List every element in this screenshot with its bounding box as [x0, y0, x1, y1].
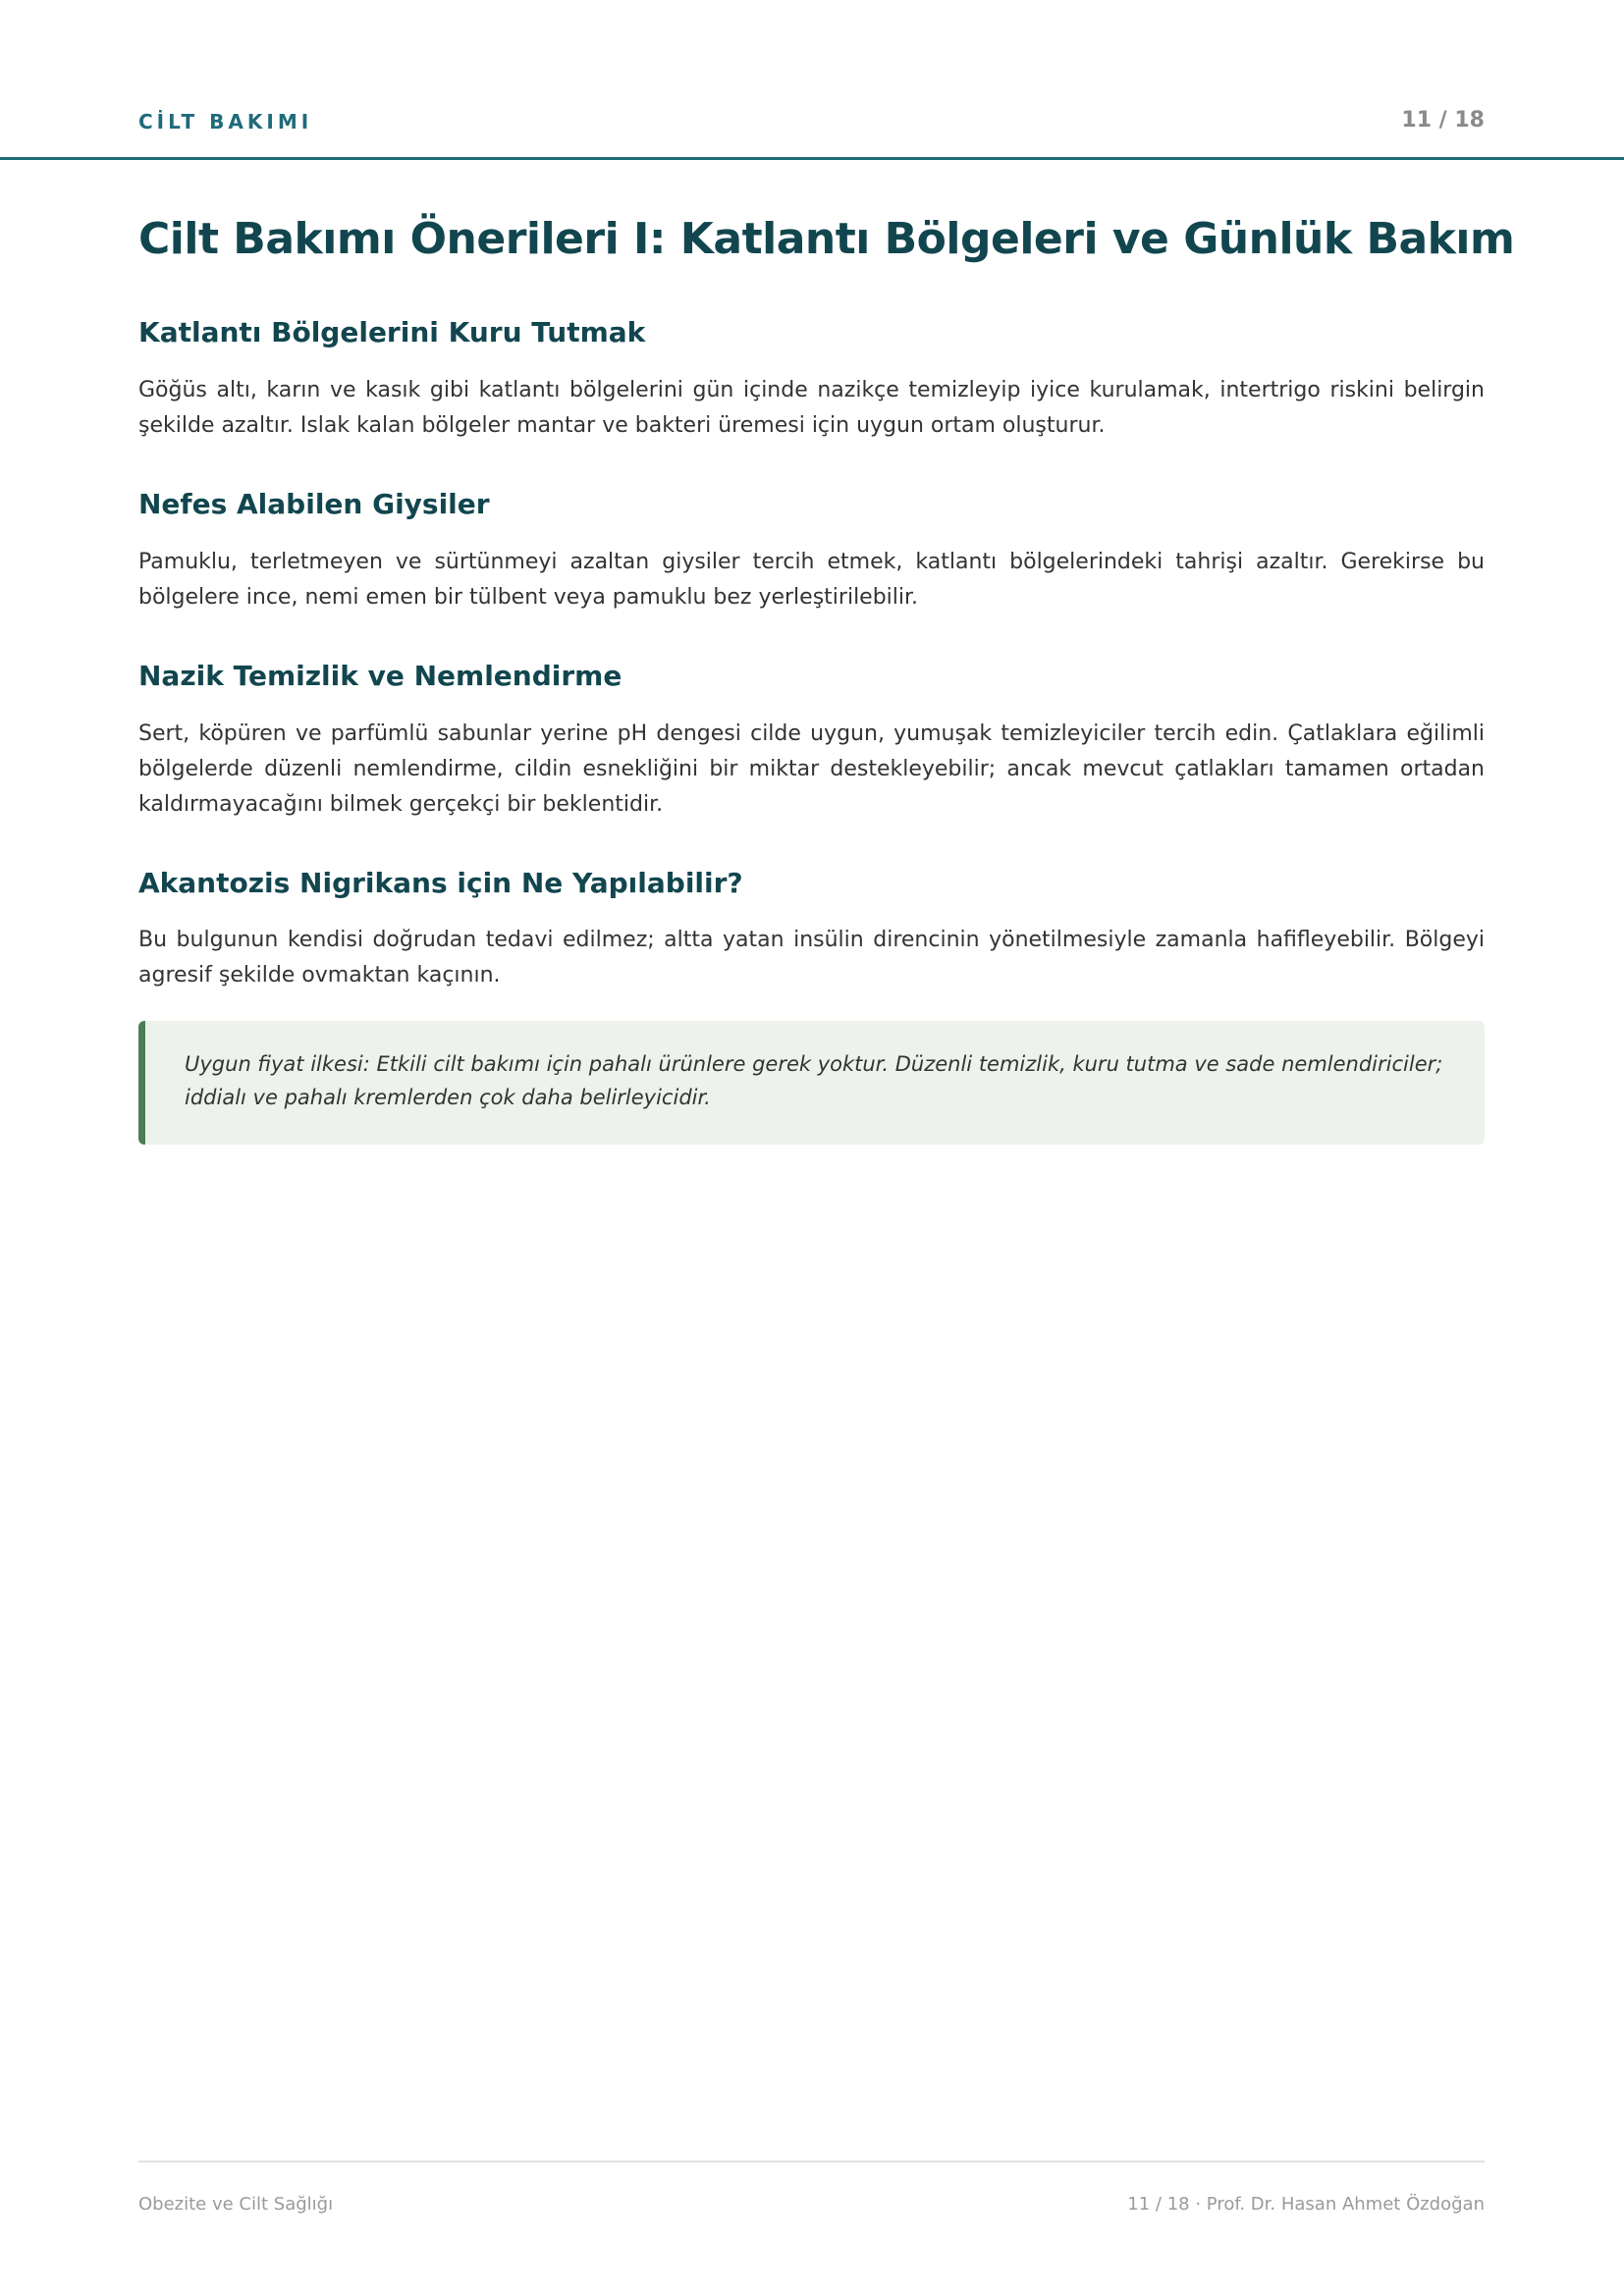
section-heading: Nefes Alabilen Giysiler	[138, 488, 490, 520]
section-label: CİLT BAKIMI	[138, 110, 313, 133]
page-number: 11 / 18	[1401, 108, 1485, 133]
section-heading: Katlantı Bölgelerini Kuru Tutmak	[138, 316, 646, 348]
section-paragraph: Pamuklu, terletmeyen ve sürtünmeyi azaltan giysiler tercih etmek, katlantı bölgelerindeki tahrişi azaltır. Gerekirse bu bölgelere ince, nemi emen bir tülbent veya pamuklu bez yerleştirilebilir.	[138, 550, 1485, 610]
page-title: Cilt Bakımı Önerileri I: Katlantı Bölgeleri ve Günlük Bakım	[138, 214, 1515, 264]
section-paragraph: Göğüs altı, karın ve kasık gibi katlantı bölgelerini gün içinde nazikçe temizleyip iyice kurulamak, intertrigo riskini belirgin şekilde azaltır. Islak kalan bölgeler mantar ve bakteri üremesi için uygun ortam oluşturur.	[138, 378, 1485, 438]
section-heading: Akantozis Nigrikans için Ne Yapılabilir?	[138, 867, 743, 899]
section-paragraph: Bu bulgunun kendisi doğrudan tedavi edilmez; altta yatan insülin direncinin yönetilmesiyle zamanla hafifleyebilir. Bölgeyi agresif şekilde ovmaktan kaçının.	[138, 928, 1485, 988]
section-paragraph: Sert, köpüren ve parfümlü sabunlar yerine pH dengesi cilde uygun, yumuşak temizleyiciler tercih edin. Çatlaklara eğilimli bölgelerde düzenli nemlendirme, cildin esnekliğini bir miktar destekleyebilir; ancak mevcut çatlakları tamamen ortadan kaldırmayacağını bilmek gerçekçi bir beklentidir.	[138, 721, 1485, 817]
page-header	[0, 0, 1624, 160]
footer-book-title: Obezite ve Cilt Sağlığı	[138, 2194, 334, 2215]
callout-note: Uygun fiyat ilkesi: Etkili cilt bakımı için pahalı ürünlere gerek yoktur. Düzenli temizlik, kuru tutma ve sade nemlendiriciler; iddialı ve pahalı kremlerden çok daha belirleyicidir.	[138, 1021, 1485, 1145]
footer-divider	[138, 2161, 1485, 2163]
footer-page-author: 11 / 18 · Prof. Dr. Hasan Ahmet Özdoğan	[1127, 2194, 1485, 2215]
section-heading: Nazik Temizlik ve Nemlendirme	[138, 660, 623, 692]
